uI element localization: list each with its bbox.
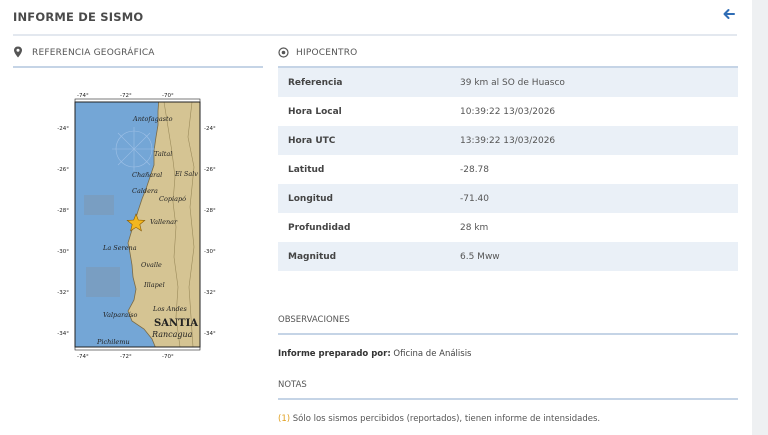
row-value: 6.5 Mww: [460, 251, 500, 262]
map-place: Copiapó: [159, 195, 187, 203]
note-text: Sólo los sismos percibidos (reportados), tienen informe de intensidades.: [292, 414, 601, 424]
title-divider: [13, 34, 737, 36]
map-place: SANTIA: [154, 318, 198, 329]
map-tick-right: -24°: [204, 126, 216, 132]
map-place: Caldera: [132, 187, 158, 195]
row-label: Hora UTC: [288, 135, 336, 146]
row-label: Profundidad: [288, 222, 351, 233]
row-value: 39 km al SO de Huasco: [460, 77, 565, 88]
map-tick-left: -32°: [57, 290, 69, 296]
arrow-left-icon[interactable]: [722, 7, 736, 21]
row-label: Longitud: [288, 193, 334, 204]
observations-heading: OBSERVACIONES: [278, 315, 350, 325]
map-tick-left: -24°: [57, 126, 69, 132]
row-value: 28 km: [460, 222, 489, 233]
observations-divider: [278, 333, 738, 335]
prepared-by-label: Informe preparado por:: [278, 349, 391, 359]
map-tick-top: -74°: [77, 93, 89, 99]
row-value: 13:39:22 13/03/2026: [460, 135, 556, 146]
map-tick-right: -34°: [204, 331, 216, 337]
map-tick-right: -32°: [204, 290, 216, 296]
map-tick-bottom: -74°: [77, 354, 89, 360]
map-tick-right: -28°: [204, 208, 216, 214]
map-tick-left: -30°: [57, 249, 69, 255]
map-tick-left: -34°: [57, 331, 69, 337]
map-tick-left: -28°: [57, 208, 69, 214]
map-tick-top: -72°: [120, 93, 132, 99]
map-place: Vallenar: [150, 218, 178, 226]
map-place: Ovalle: [141, 261, 162, 269]
target-icon: [278, 47, 289, 58]
notes-heading: NOTAS: [278, 380, 307, 390]
row-label: Hora Local: [288, 106, 342, 117]
table-row: [278, 126, 738, 155]
map-place: Antofagasto: [133, 115, 173, 123]
prepared-by: [278, 349, 471, 359]
note-number: (1): [278, 414, 291, 424]
geo-reference-heading: REFERENCIA GEOGRÁFICA: [32, 48, 155, 58]
map-tick-left: -26°: [57, 167, 69, 173]
map-tick-bottom: -70°: [162, 354, 174, 360]
table-row: [278, 97, 738, 126]
geo-divider: [13, 66, 263, 68]
row-value: 10:39:22 13/03/2026: [460, 106, 556, 117]
map-tick-right: -26°: [204, 167, 216, 173]
page-title: INFORME DE SISMO: [13, 10, 144, 24]
map-place: El Salv: [175, 170, 198, 178]
epicenter-map: [57, 93, 216, 360]
map-tick-bottom: -72°: [120, 354, 132, 360]
map-place: Illapel: [144, 281, 165, 289]
table-row: [278, 213, 738, 242]
row-value: -71.40: [460, 193, 490, 204]
table-row: [278, 184, 738, 213]
map-place: Pichilemu: [97, 338, 130, 346]
row-label: Referencia: [288, 77, 343, 88]
map-place: La Serena: [103, 244, 137, 252]
hypocenter-table: [278, 68, 738, 271]
map-place: Valparaíso: [103, 311, 138, 319]
row-label: Magnitud: [288, 251, 337, 262]
map-tick-right: -30°: [204, 249, 216, 255]
row-label: Latitud: [288, 164, 325, 175]
table-row: [278, 155, 738, 184]
notes-divider: [278, 398, 738, 400]
table-row: [278, 68, 738, 97]
hypocenter-heading: HIPOCENTRO: [296, 48, 358, 58]
map-tick-top: -70°: [162, 93, 174, 99]
table-row: [278, 242, 738, 271]
map-place: Chañaral: [132, 171, 163, 179]
scrollbar-track[interactable]: [752, 0, 768, 435]
prepared-by-value: Oficina de Análisis: [393, 349, 472, 359]
note-item: [278, 414, 600, 424]
map-place: Rancagua: [152, 330, 193, 339]
map-pin-icon: [13, 46, 23, 58]
map-place: Taltal: [154, 150, 173, 158]
row-value: -28.78: [460, 164, 490, 175]
map-place: Los Andes: [153, 305, 187, 313]
